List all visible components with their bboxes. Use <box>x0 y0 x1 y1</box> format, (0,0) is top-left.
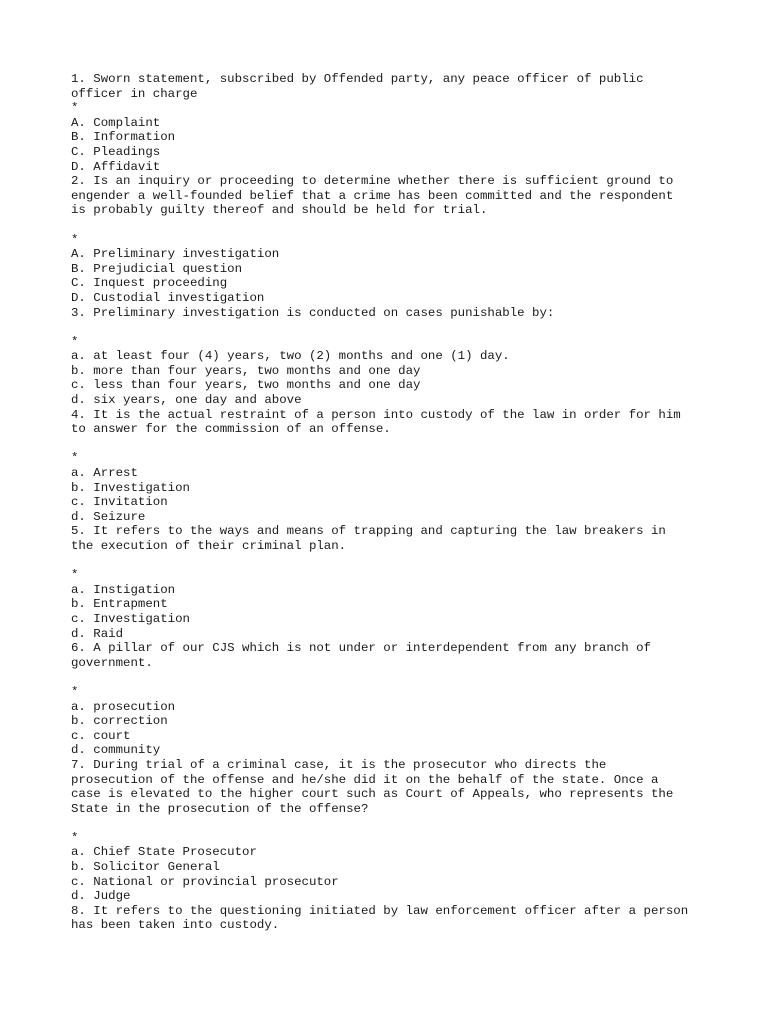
answer-option: B. Prejudicial question <box>71 261 243 276</box>
answer-option: d. Raid <box>71 626 124 641</box>
required-marker: * <box>71 101 79 116</box>
answer-option: B. Information <box>71 130 176 145</box>
answer-option: C. Inquest proceeding <box>71 276 228 291</box>
answer-option: d. Judge <box>71 889 131 904</box>
blank-line <box>71 670 711 685</box>
question-stem-line: 5. It refers to the ways and means of trapping and capturing the law breakers in <box>71 524 666 539</box>
blank-line <box>71 437 711 452</box>
question-stem-line: officer in charge <box>71 86 198 101</box>
required-marker: * <box>71 451 79 466</box>
blank-line <box>71 816 711 831</box>
question-stem-line: the execution of their criminal plan. <box>71 539 347 553</box>
answer-option: A. Complaint <box>71 115 161 130</box>
question-block <box>71 72 711 174</box>
answer-option: b. Solicitor General <box>71 860 220 875</box>
question-stem-line: State in the prosecution of the offense? <box>71 801 369 816</box>
answer-option: D. Affidavit <box>71 159 161 174</box>
answer-option: a. Chief State Prosecutor <box>71 845 257 860</box>
answer-option: a. prosecution <box>71 699 176 714</box>
question-stem-line: 8. It refers to the questioning initiated by law enforcement officer after a person <box>71 903 689 918</box>
question-stem-line: 7. During trial of a criminal case, it is the prosecutor who directs the <box>71 757 607 772</box>
question-block <box>71 904 711 933</box>
answer-option: D. Custodial investigation <box>71 290 265 305</box>
question-stem-line: case is elevated to the higher court such as Court of Appeals, who represents the <box>71 787 674 802</box>
required-marker: * <box>71 684 79 699</box>
answer-option: a. at least four (4) years, two (2) months and one (1) day. <box>71 349 510 364</box>
answer-option: c. Invitation <box>71 495 168 510</box>
answer-option: a. Arrest <box>71 466 138 481</box>
answer-option: a. Instigation <box>71 582 176 597</box>
answer-option: c. National or provincial prosecutor <box>71 874 339 889</box>
question-stem-line: 3. Preliminary investigation is conducted on cases punishable by: <box>71 305 555 320</box>
answer-option: b. Entrapment <box>71 597 168 612</box>
question-stem-line: 6. A pillar of our CJS which is not under or interdependent from any branch of <box>71 641 651 656</box>
question-stem-line: 2. Is an inquiry or proceeding to determine whether there is sufficient ground to <box>71 174 674 189</box>
answer-option: A. Preliminary investigation <box>71 247 280 262</box>
question-block <box>71 641 711 758</box>
answer-option: c. court <box>71 728 131 743</box>
required-marker: * <box>71 830 79 845</box>
required-marker: * <box>71 568 79 583</box>
answer-option: b. more than four years, two months and one day <box>71 363 421 378</box>
question-block <box>71 174 711 305</box>
answer-option: d. community <box>71 743 161 758</box>
question-stem-line: is probably guilty thereof and should be held for trial. <box>71 203 488 218</box>
answer-option: c. Investigation <box>71 611 190 626</box>
blank-line <box>71 554 711 569</box>
question-stem-line: to answer for the commission of an offense. <box>71 422 391 437</box>
answer-option: d. Seizure <box>71 509 146 524</box>
question-block <box>71 408 711 525</box>
blank-line <box>71 320 711 335</box>
question-block <box>71 524 711 641</box>
required-marker: * <box>71 232 79 247</box>
question-stem-line: has been taken into custody. <box>71 918 280 933</box>
question-stem-line: government. <box>71 655 153 670</box>
blank-line <box>71 218 711 233</box>
question-stem-line: prosecution of the offense and he/she did it on the behalf of the state. Once a <box>71 772 659 787</box>
question-stem-line: engender a well-founded belief that a crime has been committed and the respondent <box>71 188 674 203</box>
answer-option: C. Pleadings <box>71 144 161 159</box>
document-page <box>71 72 711 933</box>
answer-option: d. six years, one day and above <box>71 393 302 408</box>
question-stem-line: 4. It is the actual restraint of a person into custody of the law in order for him <box>71 407 681 422</box>
answer-option: c. less than four years, two months and one day <box>71 378 421 393</box>
question-block <box>71 306 711 408</box>
answer-option: b. correction <box>71 714 168 729</box>
required-marker: * <box>71 334 79 349</box>
answer-option: b. Investigation <box>71 480 190 495</box>
question-stem-line: 1. Sworn statement, subscribed by Offended party, any peace officer of public <box>71 72 644 86</box>
question-block <box>71 758 711 904</box>
